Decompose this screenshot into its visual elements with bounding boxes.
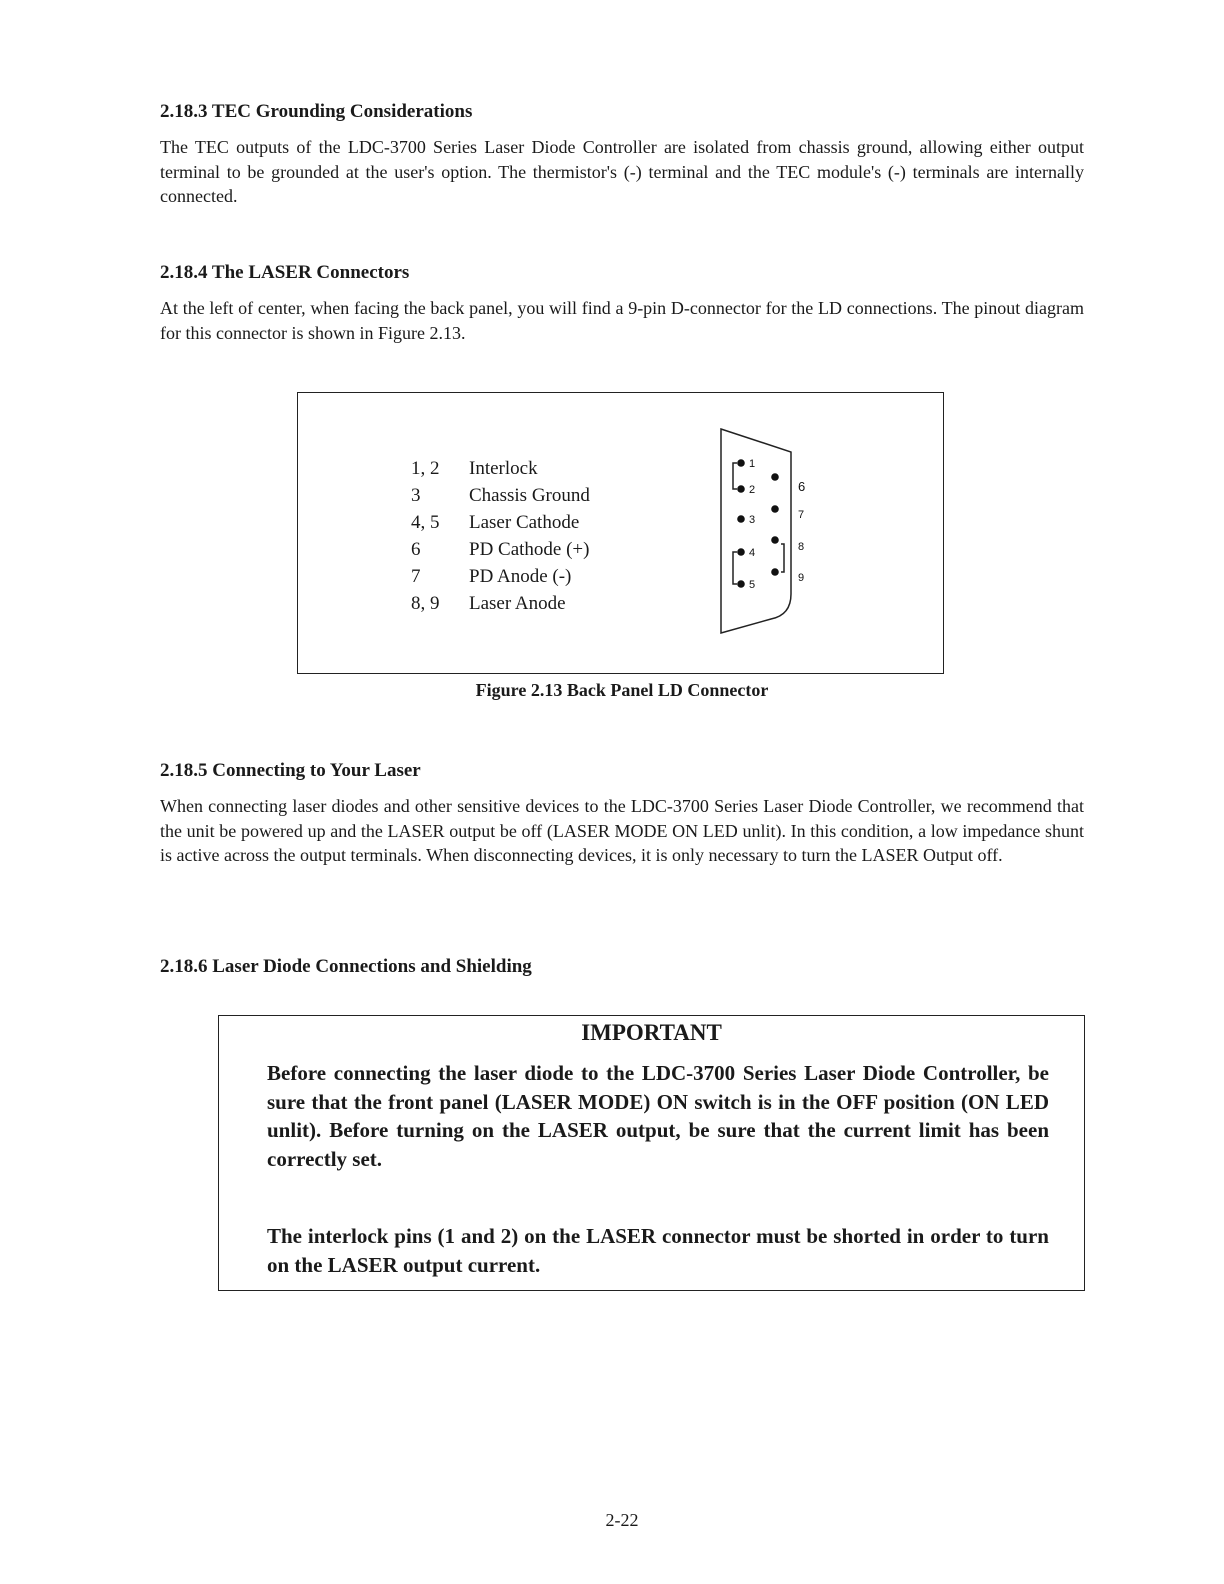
connector-label-5: 5 bbox=[749, 579, 756, 591]
connector-label-9: 9 bbox=[798, 572, 805, 584]
section-body-laser-connectors: At the left of center, when facing the back panel, you will find a 9-pin D-connector for the LD connections. The pinout diagram for this connector is shown in Figure 2.13. bbox=[160, 298, 1084, 343]
connector-label-1: 1 bbox=[749, 458, 756, 470]
pin-7-dot bbox=[771, 505, 779, 513]
pin-bracket-8-9 bbox=[781, 544, 784, 572]
figure-caption: Figure 2.13 Back Panel LD Connector bbox=[475, 680, 769, 700]
pin-3-dot bbox=[737, 515, 745, 523]
pin-row bbox=[411, 509, 590, 536]
section-heading-connecting-laser: 2.18.5 Connecting to Your Laser bbox=[160, 760, 421, 781]
pin-4-dot bbox=[737, 548, 745, 556]
pin-number: 8, 9 bbox=[411, 593, 440, 614]
pin-label: Laser Cathode bbox=[469, 512, 580, 533]
pin-5-dot bbox=[737, 580, 745, 588]
pin-label: PD Cathode (+) bbox=[469, 539, 590, 560]
pin-row bbox=[411, 536, 590, 563]
section-heading-laser-connectors: 2.18.4 The LASER Connectors bbox=[160, 262, 410, 283]
pin-label: Interlock bbox=[469, 458, 538, 479]
pin-bracket-1-2 bbox=[733, 463, 737, 489]
pin-number: 4, 5 bbox=[411, 512, 440, 533]
pin-1-dot bbox=[737, 459, 745, 467]
pin-row bbox=[411, 482, 590, 509]
page-number: 2-22 bbox=[605, 1510, 639, 1530]
pin-list bbox=[411, 455, 590, 617]
pin-label: Chassis Ground bbox=[469, 485, 590, 506]
pin-row bbox=[411, 455, 590, 482]
connector-shell-outline bbox=[721, 429, 791, 633]
pin-number: 3 bbox=[411, 485, 421, 506]
connector-label-6: 6 bbox=[798, 479, 806, 494]
pin-number: 6 bbox=[411, 539, 421, 560]
pin-8-dot bbox=[771, 536, 779, 544]
connector-label-8: 8 bbox=[798, 541, 805, 553]
pin-2-dot bbox=[737, 485, 745, 493]
pin-number: 7 bbox=[411, 566, 421, 587]
pin-label: Laser Anode bbox=[469, 593, 566, 614]
important-paragraph-2: The interlock pins (1 and 2) on the LASER connector must be shorted in order to turn on the LASER output current. bbox=[267, 1224, 1049, 1277]
connector-label-4: 4 bbox=[749, 547, 756, 559]
pin-number: 1, 2 bbox=[411, 458, 440, 479]
section-body-connecting-laser: When connecting laser diodes and other sensitive devices to the LDC-3700 Series Laser Diode Controller, we recommend that the unit be powered up and the LASER output be off (LASER MODE ON LED unlit). In this condition, a low impedance shunt is active across the output terminals. When disconnecting devices, it is only necessary to turn the LASER Output off. bbox=[160, 796, 1084, 865]
d-connector-diagram bbox=[708, 419, 828, 639]
section-heading-connections-shielding: 2.18.6 Laser Diode Connections and Shielding bbox=[160, 956, 532, 977]
important-title: IMPORTANT bbox=[581, 1020, 722, 1045]
pin-label: PD Anode (-) bbox=[469, 566, 572, 587]
pin-9-dot bbox=[771, 568, 779, 576]
pin-row bbox=[411, 563, 590, 590]
figure-box bbox=[297, 392, 944, 674]
important-notice-box bbox=[218, 1015, 1085, 1291]
connector-label-3: 3 bbox=[749, 514, 756, 526]
pin-bracket-4-5 bbox=[733, 552, 737, 584]
pin-6-dot bbox=[771, 473, 779, 481]
pin-row bbox=[411, 590, 590, 617]
connector-label-2: 2 bbox=[749, 484, 756, 496]
section-body-tec-grounding: The TEC outputs of the LDC-3700 Series Laser Diode Controller are isolated from chassis ground, allowing either output terminal to be grounded at the user's option. The thermistor's (-) terminal and the TEC module's (-) terminals are internally connected. bbox=[160, 137, 1084, 206]
important-paragraph-1: Before connecting the laser diode to the LDC-3700 Series Laser Diode Controller, be sure that the front panel (LASER MODE) ON switch is in the OFF position (ON LED unlit). Before turning on the LASER output, be sure that the current limit has been correctly set. bbox=[267, 1061, 1049, 1171]
connector-label-7: 7 bbox=[798, 509, 805, 521]
section-heading-tec-grounding: 2.18.3 TEC Grounding Considerations bbox=[160, 101, 473, 122]
